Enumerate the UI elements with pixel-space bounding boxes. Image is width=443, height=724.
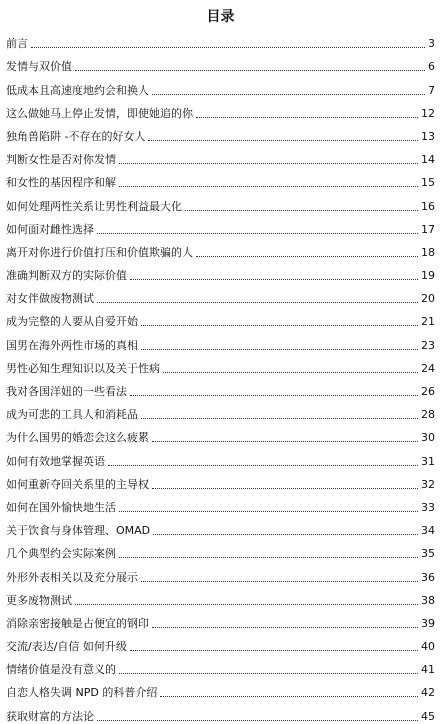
toc-dot-leader <box>152 488 418 489</box>
toc-entry-page-number: 16 <box>421 199 435 213</box>
toc-entry-label: 如何面对雌性选择 <box>6 222 94 236</box>
toc-entry-label: 准确判断双方的实际价值 <box>6 269 127 283</box>
toc-entry[interactable] <box>6 608 435 631</box>
toc-entry-page-number: 13 <box>421 129 435 143</box>
toc-entry-label: 独角兽陷阱 -不存在的好女人 <box>6 129 146 143</box>
toc-dot-leader <box>31 47 425 48</box>
toc-entry-label: 低成本且高速度地约会和换人 <box>6 83 149 97</box>
toc-entry[interactable] <box>6 422 435 445</box>
toc-entry-label: 交流/表达/自信 如何升级 <box>6 640 127 654</box>
toc-dot-leader <box>119 186 418 187</box>
toc-entry-label: 成为可悲的工具人和消耗品 <box>6 408 138 422</box>
toc-entry[interactable] <box>6 28 435 51</box>
toc-entry-label: 为什么国男的婚恋会这么疲累 <box>6 431 149 445</box>
toc-dot-leader <box>130 279 418 280</box>
toc-entry-label: 情绪价值是没有意义的 <box>6 663 116 677</box>
toc-entry-page-number: 17 <box>421 222 435 236</box>
toc-entry-label: 自恋人格失调 NPD 的科普介绍 <box>6 686 158 700</box>
toc-dot-leader <box>141 325 418 326</box>
toc-dot-leader <box>185 210 418 211</box>
toc-entry[interactable] <box>6 214 435 237</box>
toc-entry-label: 如何在国外愉快地生活 <box>6 500 116 514</box>
toc-dot-leader <box>75 70 425 71</box>
toc-entry-label: 如何处理两性关系让男性利益最大化 <box>6 199 182 213</box>
toc-entry-label: 对女伴做废物测试 <box>6 292 94 306</box>
toc-entry-label: 获取财富的方法论 <box>6 709 94 723</box>
toc-title: 目录 <box>206 9 235 25</box>
toc-dot-leader <box>196 256 418 257</box>
toc-entry-page-number: 40 <box>421 640 435 654</box>
toc-entry-page-number: 30 <box>421 431 435 445</box>
toc-entry[interactable] <box>6 585 435 608</box>
toc-entry-page-number: 19 <box>421 269 435 283</box>
toc-entry-page-number: 35 <box>421 547 435 561</box>
toc-dot-leader <box>108 465 418 466</box>
toc-entry-label: 判断女性是否对你发情 <box>6 153 116 167</box>
toc-entry-label: 国男在海外两性市场的真相 <box>6 338 138 352</box>
toc-entry-page-number: 24 <box>421 361 435 375</box>
toc-entry[interactable] <box>6 283 435 306</box>
toc-entry-label: 离开对你进行价值打压和价值欺骗的人 <box>6 245 193 259</box>
toc-entry-page-number: 42 <box>421 686 435 700</box>
toc-entry-label: 这么做她马上停止发情，即使她追的你 <box>6 106 193 120</box>
toc-dot-leader <box>97 720 418 721</box>
toc-entry-label: 男性必知生理知识以及关于性病 <box>6 361 160 375</box>
toc-entry-page-number: 28 <box>421 408 435 422</box>
toc-entry[interactable] <box>6 538 435 561</box>
toc-entry[interactable] <box>6 306 435 329</box>
toc-entry-page-number: 41 <box>421 663 435 677</box>
toc-dot-leader <box>152 627 418 628</box>
toc-entry[interactable] <box>6 121 435 144</box>
toc-entry-page-number: 7 <box>428 83 435 97</box>
toc-entry[interactable] <box>6 631 435 654</box>
toc-entry-page-number: 39 <box>421 616 435 630</box>
toc-entry[interactable] <box>6 329 435 352</box>
toc-entry[interactable] <box>6 376 435 399</box>
toc-entry-page-number: 3 <box>428 37 435 51</box>
toc-entry[interactable] <box>6 98 435 121</box>
toc-dot-leader <box>130 395 418 396</box>
toc-entry-label: 关于饮食与身体管理、OMAD <box>6 524 151 538</box>
toc-entry-page-number: 34 <box>421 524 435 538</box>
toc-entry-page-number: 20 <box>421 292 435 306</box>
toc-dot-leader <box>163 372 418 373</box>
toc-dot-leader <box>152 94 425 95</box>
toc-entry[interactable] <box>6 654 435 677</box>
toc-entry-page-number: 6 <box>428 60 435 74</box>
toc-dot-leader <box>119 511 418 512</box>
toc-entry[interactable] <box>6 399 435 422</box>
toc-entry-label: 成为完整的人要从自爱开始 <box>6 315 138 329</box>
toc-entry-label: 外形外表相关以及充分展示 <box>6 570 138 584</box>
toc-entry[interactable] <box>6 237 435 260</box>
toc-dot-leader <box>119 557 418 558</box>
toc-entry-label: 如何重新夺回关系里的主导权 <box>6 477 149 491</box>
toc-entry[interactable] <box>6 445 435 468</box>
toc-entry-page-number: 36 <box>421 570 435 584</box>
toc-dot-leader <box>148 140 418 141</box>
toc-entry[interactable] <box>6 677 435 700</box>
toc-dot-leader <box>152 441 418 442</box>
toc-dot-leader <box>119 673 418 674</box>
toc-entry-label: 更多废物测试 <box>6 593 72 607</box>
toc-entry[interactable] <box>6 561 435 584</box>
toc-dot-leader <box>119 163 418 164</box>
toc-entry-page-number: 23 <box>421 338 435 352</box>
toc-dot-leader <box>153 534 418 535</box>
toc-dot-leader <box>97 233 418 234</box>
toc-dot-leader <box>141 349 418 350</box>
toc-entry-page-number: 21 <box>421 315 435 329</box>
toc-entry-label: 和女性的基因程序和解 <box>6 176 116 190</box>
toc-entry[interactable] <box>6 515 435 538</box>
toc-entry[interactable] <box>6 190 435 213</box>
toc-entry-page-number: 15 <box>421 176 435 190</box>
toc-entry[interactable] <box>6 51 435 74</box>
toc-dot-leader <box>130 650 418 651</box>
toc-entry-label: 如何有效地掌握英语 <box>6 454 105 468</box>
toc-entry[interactable] <box>6 700 435 723</box>
toc-entry-page-number: 32 <box>421 477 435 491</box>
toc-entry-label: 前言 <box>6 37 28 51</box>
toc-dot-leader <box>141 581 418 582</box>
toc-entry[interactable] <box>6 353 435 376</box>
toc-entry-page-number: 45 <box>421 709 435 723</box>
toc-entry-page-number: 33 <box>421 500 435 514</box>
toc-entry[interactable] <box>6 144 435 167</box>
toc-entry-page-number: 18 <box>421 245 435 259</box>
toc-entry-label: 消除亲密接触是占便宜的钢印 <box>6 616 149 630</box>
toc-entry-page-number: 12 <box>421 106 435 120</box>
toc-entry-page-number: 31 <box>421 454 435 468</box>
toc-entry[interactable] <box>6 492 435 515</box>
toc-dot-leader <box>97 302 418 303</box>
toc-entry[interactable] <box>6 74 435 97</box>
toc-entry[interactable] <box>6 469 435 492</box>
toc-entry-label: 发情与双价值 <box>6 60 72 74</box>
toc-dot-leader <box>141 418 418 419</box>
toc-dot-leader <box>160 696 418 697</box>
toc-dot-leader <box>196 117 418 118</box>
toc-entry-page-number: 26 <box>421 385 435 398</box>
toc-entry[interactable] <box>6 260 435 283</box>
toc-entry-label: 我对各国洋妞的一些看法 <box>6 385 127 398</box>
toc-list <box>6 28 435 724</box>
toc-entry-label: 几个典型约会实际案例 <box>6 547 116 561</box>
toc-dot-leader <box>75 604 418 605</box>
toc-entry-page-number: 14 <box>421 153 435 167</box>
toc-entry-page-number: 38 <box>421 593 435 607</box>
toc-entry[interactable] <box>6 167 435 190</box>
